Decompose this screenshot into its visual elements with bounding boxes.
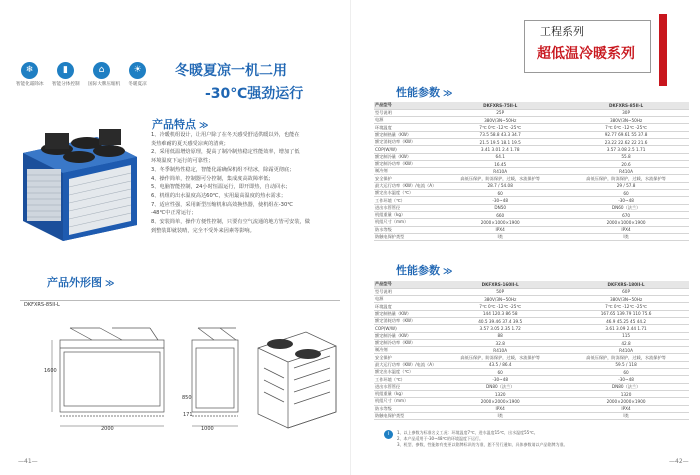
table-cell: 额定制热量（KW） (374, 310, 437, 317)
icon-label: 智能分体控制 (52, 82, 80, 87)
info-icon: i (384, 430, 393, 439)
table-cell: 2000×1000×1900 (437, 219, 563, 226)
dimension-width: 2000 (101, 426, 114, 432)
table-cell: 工作环境（℃） (374, 197, 437, 204)
list-item: 2、采用低温增焓原理，提高了制冷制热稳定性能效率，增加了低 (151, 149, 300, 156)
table-row (374, 168, 689, 175)
table-cell: 额定消耗功率（KW） (374, 138, 437, 145)
table-cell: 制冷剂 (374, 347, 437, 354)
table-row (374, 376, 689, 383)
list-item: 炎热难耐的夏天感受凉爽的清爽； (151, 140, 229, 147)
table-cell: 380V/3N~50Hz (437, 296, 563, 303)
table-cell: 电源 (374, 296, 437, 303)
table-cell: -30~48 (437, 376, 563, 383)
table-cell: 机组尺寸（mm） (374, 219, 437, 226)
icon-label: 国际大牌压缩机 (88, 82, 121, 87)
table-cell: 型号说明 (374, 288, 437, 295)
table-cell: 73.5 58.8 43.3 34.7 (437, 131, 563, 138)
table-cell: 20.6 (563, 160, 689, 167)
footnotes (397, 430, 687, 448)
list-item: 6、机组的出水温度高达60℃，实用最高温度的热水需求； (151, 192, 287, 199)
table-row (374, 412, 689, 419)
table-cell: 64.1 (437, 153, 563, 160)
table-cell: 92.77 69.61 55 37.8 (563, 131, 689, 138)
table-cell: 防触电保护类型 (374, 412, 437, 419)
table-cell: 额定制热量（KW） (374, 131, 437, 138)
table-row (374, 361, 689, 368)
table-cell: 产品型号 (374, 281, 437, 288)
table-row (374, 369, 689, 376)
table-row (374, 175, 689, 182)
table-cell: DN80（法兰） (437, 383, 563, 390)
features-title-text: 产品特点 (152, 118, 196, 131)
table-cell: 660 (437, 211, 563, 218)
dimension-height: 1600 (44, 368, 57, 374)
table-cell: 额定制冷功率（KW） (374, 339, 437, 346)
dimension-depth: 1000 (201, 426, 214, 432)
table-row (374, 109, 689, 116)
table-cell: 2000×2000×1900 (563, 398, 689, 405)
table-cell: 3.57 3.05 2.35 1.72 (437, 325, 563, 332)
icon-item (88, 62, 121, 87)
table-cell: 46.9 45.25 45 44.2 (563, 317, 689, 324)
table-cell: 60 (563, 369, 689, 376)
table-cell: 167.65 139.79 110 75.6 (563, 310, 689, 317)
table-cell: 高低压保护，防冻保护，过载，水流保护等 (563, 354, 689, 361)
table-cell: 进出水管管径 (374, 383, 437, 390)
table-cell: 环境温度 (374, 124, 437, 131)
table-cell: 7℃ 0℃ -12℃ -25℃ (437, 303, 563, 310)
table-cell: IPX4 (437, 405, 563, 412)
spec-table-1 (374, 102, 689, 241)
table-row (374, 390, 689, 397)
table-cell: 25P (437, 109, 563, 116)
list-item: 环境温度下运行的可靠性； (151, 158, 214, 165)
table-row (374, 226, 689, 233)
table-cell: 防水等级 (374, 405, 437, 412)
table-cell: -30~48 (437, 197, 563, 204)
table-cell: 30P (563, 109, 689, 116)
table-cell: 60 (437, 369, 563, 376)
table-cell: COP(W/W) (374, 325, 437, 332)
table-cell: DKFXRS-85II-L (563, 102, 689, 109)
table-cell: 防触电保护类型 (374, 233, 437, 240)
spec-table-2 (374, 281, 689, 420)
table-cell: I类 (437, 233, 563, 240)
table-cell: 42.8 (563, 339, 689, 346)
table-row (374, 197, 689, 204)
table-cell: DKFXRS-160II-L (437, 281, 563, 288)
table-cell: 40.5 39.46 37.4 39.5 (437, 317, 563, 324)
table-cell: 1320 (563, 390, 689, 397)
table-cell: 32.8 (437, 339, 563, 346)
table-cell: 380V/3N~50Hz (437, 117, 563, 124)
heat-pump-unit-image (17, 125, 141, 243)
table-cell: DKFXRS-180II-L (563, 281, 689, 288)
table-cell: 额定制冷量（KW） (374, 332, 437, 339)
table-row (374, 398, 689, 405)
table-row (374, 182, 689, 189)
icon-label: 智能化霜除冰 (16, 82, 44, 87)
sun-icon: ☀ (129, 62, 146, 79)
water-tank-icon: ▮ (57, 62, 74, 79)
table-cell: 144 120.3 86 58 (437, 310, 563, 317)
table-row (374, 211, 689, 218)
table-header (374, 281, 689, 288)
table-row (374, 332, 689, 339)
double-chevron-icon: ≫ (443, 267, 453, 277)
list-item: 到整装即就装晴，完全不受外来因素等影响。 (151, 227, 255, 234)
table-row (374, 325, 689, 332)
footnote: 1、以上参数为标准名义工况：环境温度7℃，进水温度15℃，出水温度55℃。 (397, 430, 538, 435)
table-cell: R410A (437, 347, 563, 354)
footnote: 3、机型、参数、性能如有变更以铭牌标识的为准，恕不另行通知，具体参数请以产品铭牌为准。 (397, 442, 568, 447)
dimension-side: 850 (182, 395, 192, 401)
drawing-title-text: 产品外形图 (47, 276, 102, 289)
table-cell: 机组尺寸（mm） (374, 398, 437, 405)
table-cell: 670 (563, 211, 689, 218)
footnote: 2、本产品适用于-30~48℃的环境温度下运行。 (397, 436, 484, 441)
house-icon: ⌂ (93, 62, 110, 79)
list-item: 1、冷暖机组设计，让用户除了在冬天感受舒适供暖以外，也能在 (151, 132, 300, 138)
table-row (374, 405, 689, 412)
table-cell: 额定消耗功率（KW） (374, 317, 437, 324)
table-cell: 50P (437, 288, 563, 295)
table-row (374, 339, 689, 346)
table-cell: 2000×2000×1900 (437, 398, 563, 405)
table-cell: R410A (563, 347, 689, 354)
table-cell: 380V/3N~50Hz (563, 117, 689, 124)
series-title: 超低温冷暖系列 (537, 46, 635, 62)
double-chevron-icon: ≫ (199, 121, 209, 131)
table-row (374, 347, 689, 354)
table-cell: 高低压保护，防冻保护，过载，水流保护等 (437, 354, 563, 361)
drawing-title (47, 274, 114, 290)
params-title-text: 性能参数 (396, 86, 440, 99)
slogan-line-2: -30℃强劲运行 (205, 86, 304, 102)
list-item: 4、操作简单，控制器可分控制，集成度高故障率低； (151, 175, 274, 182)
table-row (374, 383, 689, 390)
features-list (151, 131, 341, 235)
table-cell: 高低压保护，防冻保护，过载，水流保护等 (437, 175, 563, 182)
table-cell: 21.5 19.5 18.1 19.5 (437, 138, 563, 145)
table-row (374, 310, 689, 317)
feature-icons (16, 62, 151, 87)
table-cell: 29 / 57.8 (563, 182, 689, 189)
table-cell: COP(W/W) (374, 146, 437, 153)
table-row (374, 296, 689, 303)
table-cell: 7℃ 0℃ -12℃ -25℃ (437, 124, 563, 131)
table-cell: 额定出水温度（℃） (374, 190, 437, 197)
page-number-left: —41— (18, 458, 38, 465)
table-row (374, 317, 689, 324)
technical-drawing (40, 318, 340, 446)
table-cell: 60P (563, 288, 689, 295)
page-number-right: —42— (669, 458, 689, 465)
list-item: 5、电脑智能控制，24小时恒温运行，即开即热，自动回水； (151, 184, 291, 191)
table-cell: 28.7 / 54.08 (437, 182, 563, 189)
table-cell: 额定制冷量（KW） (374, 153, 437, 160)
table-cell: 43.5 / 86.4 (437, 361, 563, 368)
table-row (374, 124, 689, 131)
table-cell: 电源 (374, 117, 437, 124)
table-cell: 16.45 (437, 160, 563, 167)
table-cell: 最大运行功率（KW）/电流（A） (375, 361, 437, 367)
table-row (374, 146, 689, 153)
table-cell: 3.61 3.09 2.44 1.71 (563, 325, 689, 332)
table-cell: 115 (563, 332, 689, 339)
table-cell: 23.22 22.62 22 21.6 (563, 138, 689, 145)
list-item: 3、冬季制热性稳定，智能化霜确保机组不结冰，除霜更彻底； (151, 166, 295, 173)
table-cell: 额定出水温度（℃） (374, 369, 437, 376)
table-cell: -30~48 (563, 197, 689, 204)
dimension-foot: 171 (183, 412, 193, 418)
double-chevron-icon: ≫ (443, 89, 453, 99)
accent-bar (659, 14, 667, 86)
right-page (350, 0, 700, 475)
table-cell: 1320 (437, 390, 563, 397)
table-cell: 88 (437, 332, 563, 339)
table-row (374, 233, 689, 240)
table-cell: 380V/3N~50Hz (563, 296, 689, 303)
table-cell: DN60（法兰） (563, 204, 689, 211)
table-cell: 7℃ 0℃ -12℃ -25℃ (563, 303, 689, 310)
table-cell: 60 (563, 190, 689, 197)
table-cell: I类 (563, 412, 689, 419)
table-cell: DN80（法兰） (563, 383, 689, 390)
table-cell: 安全保护 (374, 175, 437, 182)
table-cell: 7℃ 0℃ -12℃ -25℃ (563, 124, 689, 131)
table-cell: 3.41 3.01 2.4 1.78 (437, 146, 563, 153)
table-row (374, 153, 689, 160)
params-title-2 (396, 262, 452, 278)
table-cell: 机组重量（kg） (374, 390, 437, 397)
params-title-1 (396, 84, 452, 100)
table-cell: IPX4 (563, 405, 689, 412)
table-row (374, 160, 689, 167)
table-cell: IPX4 (563, 226, 689, 233)
table-row (374, 354, 689, 361)
table-cell: 制冷剂 (374, 168, 437, 175)
table-cell: 额定制冷功率（KW） (374, 160, 437, 167)
table-cell: 3.57 3.08 2.5 1.71 (563, 146, 689, 153)
table-cell: IPX4 (437, 226, 563, 233)
drawing-model-label: DKFXRS-85II-L (24, 302, 60, 308)
table-row (374, 204, 689, 211)
features-title (152, 116, 208, 132)
table-row (374, 190, 689, 197)
table-cell: 防水等级 (374, 226, 437, 233)
table-cell: 60 (437, 190, 563, 197)
list-item: 8、安装简单，操作方便性控制，只要有空气流通的地方皆可安装，做 (151, 219, 310, 226)
table-cell: 进出水管管径 (374, 204, 437, 211)
table-cell: 59.5 / 118 (563, 361, 689, 368)
table-cell: 型号说明 (374, 109, 437, 116)
icon-label: 冬暖夏凉 (128, 82, 147, 87)
table-cell: DKFXRS-75II-L (437, 102, 563, 109)
table-row (374, 303, 689, 310)
table-row (374, 117, 689, 124)
table-cell: DN50 (437, 204, 563, 211)
icon-item (16, 62, 43, 87)
table-cell: I类 (563, 233, 689, 240)
table-cell: 产品型号 (374, 102, 437, 109)
table-cell: 工作环境（℃） (374, 376, 437, 383)
table-cell: 安全保护 (374, 354, 437, 361)
icon-item (52, 62, 79, 87)
double-chevron-icon: ≫ (105, 279, 115, 289)
snowflake-icon: ❄ (21, 62, 38, 79)
table-row (374, 219, 689, 226)
table-row (374, 288, 689, 295)
table-cell: 2000×1000×1900 (563, 219, 689, 226)
series-subtitle: 工程系列 (540, 25, 584, 38)
table-row (374, 138, 689, 145)
table-cell: 机组重量（kg） (374, 211, 437, 218)
table-cell: R410A (437, 168, 563, 175)
table-cell: R410A (563, 168, 689, 175)
params-title-text: 性能参数 (396, 264, 440, 277)
table-cell: 最大运行功率（KW）/电流（A） (375, 182, 437, 188)
list-item: 7、适应性强，采用新型压缩机和高效换热器，使机组在-30℃ (151, 201, 294, 208)
slogan-line-1: 冬暖夏凉一机二用 (175, 63, 287, 79)
table-cell: 高低压保护，防冻保护，过载，水流保护等 (563, 175, 689, 182)
table-cell: 55.8 (563, 153, 689, 160)
table-cell: -30~48 (563, 376, 689, 383)
table-header (374, 102, 689, 109)
table-cell: 环境温度 (374, 303, 437, 310)
table-cell: I类 (437, 412, 563, 419)
table-row (374, 131, 689, 138)
list-item: -48℃中正常运行； (151, 210, 197, 217)
icon-item (124, 62, 151, 87)
